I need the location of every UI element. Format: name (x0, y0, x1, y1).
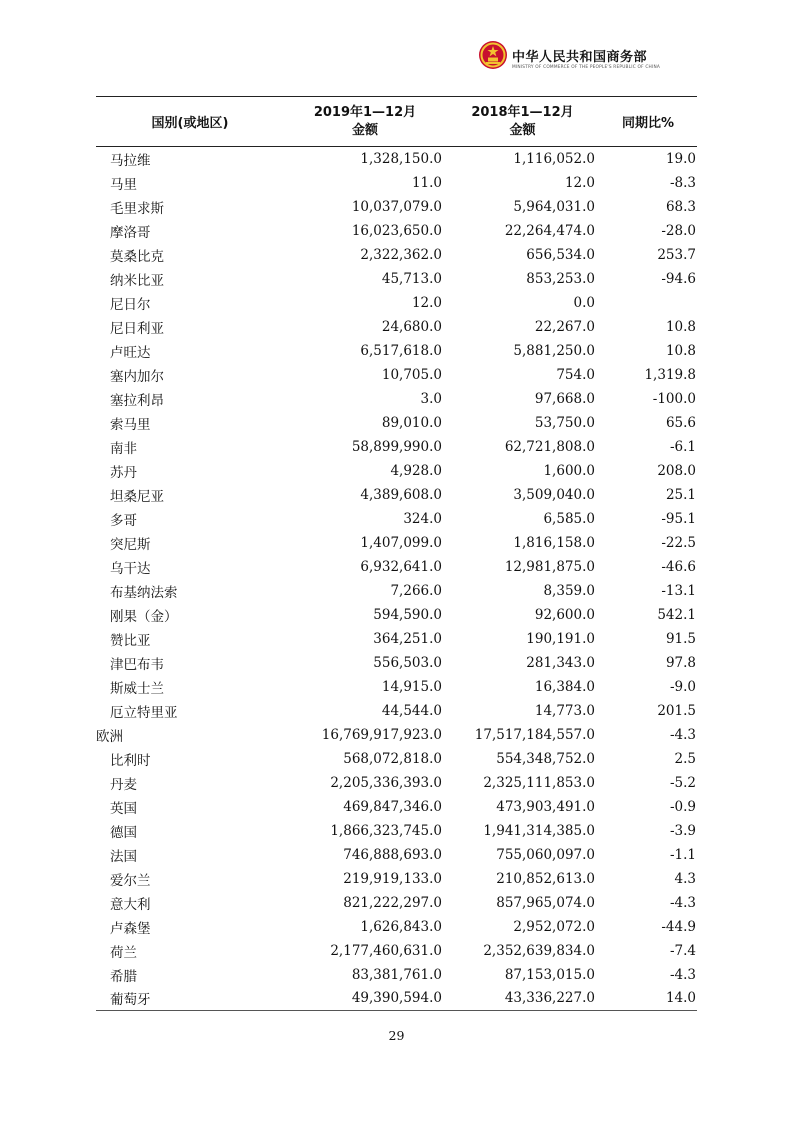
country-name-cell: 比利时 (110, 752, 151, 769)
table-row (96, 267, 697, 291)
country-name-cell: 乌干达 (110, 560, 151, 577)
yoy-percent-cell: 14.0 (599, 987, 697, 1011)
table-row (96, 363, 697, 387)
table-row (96, 531, 697, 555)
value-2019-cell: 1,407,099.0 (360, 534, 442, 551)
value-2019-cell: 10,705.0 (381, 366, 442, 383)
header-2019 (284, 97, 446, 147)
country-name-cell: 刚果（金） (110, 608, 178, 625)
country-name-cell: 尼日利亚 (110, 320, 164, 337)
value-2018-cell: 190,191.0 (526, 630, 595, 647)
country-name-cell: 津巴布韦 (110, 656, 164, 673)
country-name-cell: 葡萄牙 (96, 987, 284, 1011)
value-2019-cell: 1,626,843.0 (360, 918, 442, 935)
country-name-cell: 卢森堡 (110, 920, 151, 937)
table-row (96, 747, 697, 771)
value-2018-cell: 14,773.0 (534, 702, 595, 719)
table-row (96, 843, 697, 867)
yoy-percent-cell: 2.5 (674, 750, 696, 767)
value-2019-cell: 364,251.0 (373, 630, 442, 647)
yoy-percent-cell: -0.9 (669, 798, 696, 815)
country-name-cell: 纳米比亚 (110, 272, 164, 289)
value-2019-cell: 594,590.0 (373, 606, 442, 623)
value-2018-cell: 1,941,314,385.0 (483, 822, 595, 839)
country-name-cell: 德国 (110, 824, 137, 841)
value-2018-cell: 755,060,097.0 (496, 846, 595, 863)
value-2019-cell: 12.0 (411, 294, 442, 311)
country-name-cell: 塞拉利昂 (110, 392, 164, 409)
value-2019-cell: 44,544.0 (381, 702, 442, 719)
table-row (96, 699, 697, 723)
yoy-percent-cell: -1.1 (669, 846, 696, 863)
value-2019-cell: 14,915.0 (381, 678, 442, 695)
value-2019-cell: 4,928.0 (390, 462, 442, 479)
table-row (96, 963, 697, 987)
table-row (96, 291, 697, 315)
table-body (96, 147, 697, 1011)
table-row (96, 723, 697, 747)
yoy-percent-cell: 208.0 (657, 462, 696, 479)
value-2018-cell: 12,981,875.0 (504, 558, 595, 575)
table-row (96, 219, 697, 243)
country-name-cell: 坦桑尼亚 (110, 488, 164, 505)
value-2018-cell: 53,750.0 (534, 414, 595, 431)
table-row (96, 147, 697, 171)
country-name-cell: 苏丹 (110, 464, 137, 481)
yoy-percent-cell: -4.3 (669, 966, 696, 983)
yoy-percent-cell: -22.5 (661, 534, 696, 551)
country-name-cell: 意大利 (110, 896, 151, 913)
table-row (96, 819, 697, 843)
yoy-percent-cell: 68.3 (665, 198, 696, 215)
yoy-percent-cell: 97.8 (665, 654, 696, 671)
ministry-name-cn: 中华人民共和国商务部 (512, 50, 648, 65)
table-row (96, 795, 697, 819)
value-2018-cell: 5,964,031.0 (513, 198, 595, 215)
value-2019-cell: 746,888,693.0 (343, 846, 442, 863)
value-2018-cell: 1,600.0 (543, 462, 595, 479)
value-2019-cell: 2,177,460,631.0 (330, 942, 442, 959)
table-row (96, 627, 697, 651)
value-2019-cell: 16,769,917,923.0 (321, 726, 442, 743)
value-2019-cell: 11.0 (411, 174, 442, 191)
yoy-percent-cell: 19.0 (665, 150, 696, 167)
value-2018-cell: 1,116,052.0 (513, 150, 595, 167)
value-2019-cell: 3.0 (420, 390, 442, 407)
value-2019-cell: 4,389,608.0 (360, 486, 442, 503)
value-2018-cell: 17,517,184,557.0 (474, 726, 595, 743)
country-name-cell: 希腊 (110, 968, 137, 985)
value-2018-cell: 92,600.0 (534, 606, 595, 623)
header-2018-period: 2018年1—12月 (471, 104, 574, 120)
yoy-percent-cell: 4.3 (674, 870, 696, 887)
national-emblem-icon (478, 40, 508, 70)
yoy-percent-cell: -5.2 (669, 774, 696, 791)
value-2019-cell: 7,266.0 (390, 582, 442, 599)
value-2018-cell: 857,965,074.0 (496, 894, 595, 911)
yoy-percent-cell: 201.5 (657, 702, 696, 719)
table-row (96, 507, 697, 531)
value-2019-cell: 83,381,761.0 (351, 966, 442, 983)
value-2019-cell: 469,847,346.0 (343, 798, 442, 815)
value-2018-cell: 16,384.0 (534, 678, 595, 695)
yoy-percent-cell: -9.0 (669, 678, 696, 695)
table-row (96, 387, 697, 411)
table-row (96, 435, 697, 459)
trade-table (96, 96, 697, 1011)
country-name-cell: 马拉维 (110, 152, 151, 169)
value-2019-cell: 1,866,323,745.0 (330, 822, 442, 839)
page-number: 29 (388, 1028, 405, 1043)
value-2018-cell: 5,881,250.0 (513, 342, 595, 359)
value-2018-cell: 1,816,158.0 (513, 534, 595, 551)
table-row (96, 459, 697, 483)
country-name-cell: 布基纳法索 (110, 584, 178, 601)
value-2018-cell: 473,903,491.0 (496, 798, 595, 815)
yoy-percent-cell: -100.0 (652, 390, 696, 407)
header-2018 (446, 97, 599, 147)
value-2019-cell: 568,072,818.0 (343, 750, 442, 767)
value-2018-cell: 62,721,808.0 (504, 438, 595, 455)
value-2019-cell: 16,023,650.0 (351, 222, 442, 239)
yoy-percent-cell: -8.3 (669, 174, 696, 191)
table-row (96, 771, 697, 795)
table-row (96, 579, 697, 603)
table-row (96, 411, 697, 435)
table-row (96, 195, 697, 219)
country-name-cell: 塞内加尔 (110, 368, 164, 385)
value-2018-cell: 554,348,752.0 (496, 750, 595, 767)
value-2019-cell: 58,899,990.0 (351, 438, 442, 455)
yoy-percent-cell: -46.6 (661, 558, 696, 575)
yoy-percent-cell: -94.6 (661, 270, 696, 287)
value-2019-cell: 10,037,079.0 (351, 198, 442, 215)
value-2019-cell: 2,322,362.0 (360, 246, 442, 263)
table-row (96, 987, 697, 1011)
ministry-name-en: MINISTRY OF COMMERCE OF THE PEOPLE'S REPUBLIC OF CHINA (512, 65, 660, 70)
value-2018-cell: 0.0 (573, 294, 595, 311)
table-row (96, 603, 697, 627)
yoy-percent-cell: -7.4 (669, 942, 696, 959)
country-name-cell: 马里 (110, 176, 137, 193)
country-name-cell: 欧洲 (96, 728, 123, 745)
country-name-cell: 尼日尔 (110, 296, 151, 313)
header-yoy: 同期比% (599, 97, 697, 147)
table-header-row (96, 97, 697, 147)
country-name-cell: 毛里求斯 (110, 200, 164, 217)
table-row (96, 243, 697, 267)
country-name-cell: 法国 (110, 848, 137, 865)
table-row (96, 915, 697, 939)
country-name-cell: 爱尔兰 (110, 872, 151, 889)
header-2019-amount: 金额 (351, 122, 378, 138)
value-2018-cell: 22,264,474.0 (504, 222, 595, 239)
table-row (96, 867, 697, 891)
value-2018-cell: 43,336,227.0 (446, 987, 599, 1011)
value-2018-cell: 22,267.0 (534, 318, 595, 335)
value-2018-cell: 2,352,639,834.0 (483, 942, 595, 959)
value-2019-cell: 1,328,150.0 (360, 150, 442, 167)
yoy-percent-cell: -6.1 (669, 438, 696, 455)
ministry-header (478, 40, 708, 80)
value-2019-cell: 556,503.0 (373, 654, 442, 671)
yoy-percent-cell: 253.7 (657, 246, 696, 263)
value-2018-cell: 3,509,040.0 (513, 486, 595, 503)
country-name-cell: 荷兰 (110, 944, 137, 961)
yoy-percent-cell: 10.8 (665, 342, 696, 359)
country-name-cell: 厄立特里亚 (110, 704, 178, 721)
value-2018-cell: 281,343.0 (526, 654, 595, 671)
value-2018-cell: 97,668.0 (534, 390, 595, 407)
header-country: 国别(或地区) (96, 97, 284, 147)
country-name-cell: 卢旺达 (110, 344, 151, 361)
value-2018-cell: 210,852,613.0 (496, 870, 595, 887)
country-name-cell: 南非 (110, 440, 137, 457)
table-row (96, 483, 697, 507)
value-2018-cell: 12.0 (564, 174, 595, 191)
table-row (96, 315, 697, 339)
value-2019-cell: 821,222,297.0 (343, 894, 442, 911)
value-2018-cell: 2,952,072.0 (513, 918, 595, 935)
table-row (96, 891, 697, 915)
country-name-cell: 赞比亚 (110, 632, 151, 649)
yoy-percent-cell: 25.1 (665, 486, 696, 503)
value-2018-cell: 6,585.0 (543, 510, 595, 527)
country-name-cell: 多哥 (110, 512, 137, 529)
yoy-percent-cell: 91.5 (665, 630, 696, 647)
header-2019-period: 2019年1—12月 (313, 104, 417, 120)
country-name-cell: 丹麦 (110, 776, 137, 793)
yoy-percent-cell: -4.3 (669, 894, 696, 911)
value-2018-cell: 754.0 (556, 366, 595, 383)
value-2018-cell: 853,253.0 (526, 270, 595, 287)
table-row (96, 939, 697, 963)
yoy-percent-cell: -4.3 (669, 726, 696, 743)
value-2018-cell: 8,359.0 (543, 582, 595, 599)
yoy-percent-cell: -44.9 (661, 918, 696, 935)
yoy-percent-cell: 65.6 (665, 414, 696, 431)
value-2018-cell: 87,153,015.0 (504, 966, 595, 983)
value-2019-cell: 219,919,133.0 (343, 870, 442, 887)
yoy-percent-cell: -95.1 (661, 510, 696, 527)
value-2019-cell: 6,517,618.0 (360, 342, 442, 359)
value-2019-cell: 24,680.0 (381, 318, 442, 335)
yoy-percent-cell: -3.9 (669, 822, 696, 839)
country-name-cell: 索马里 (110, 416, 151, 433)
country-name-cell: 英国 (110, 800, 137, 817)
yoy-percent-cell: -13.1 (661, 582, 696, 599)
value-2018-cell: 2,325,111,853.0 (483, 774, 595, 791)
yoy-percent-cell: 542.1 (657, 606, 696, 623)
value-2019-cell: 89,010.0 (381, 414, 442, 431)
yoy-percent-cell (599, 291, 697, 315)
country-name-cell: 突尼斯 (110, 536, 151, 553)
yoy-percent-cell: 1,319.8 (644, 366, 696, 383)
yoy-percent-cell: -28.0 (661, 222, 696, 239)
value-2019-cell: 45,713.0 (381, 270, 442, 287)
header-2018-amount: 金额 (509, 122, 536, 138)
country-name-cell: 斯威士兰 (110, 680, 164, 697)
table-row (96, 339, 697, 363)
value-2019-cell: 2,205,336,393.0 (330, 774, 442, 791)
table-row (96, 555, 697, 579)
table-row (96, 171, 697, 195)
country-name-cell: 莫桑比克 (110, 248, 164, 265)
table-row (96, 675, 697, 699)
value-2018-cell: 656,534.0 (526, 246, 595, 263)
value-2019-cell: 49,390,594.0 (284, 987, 446, 1011)
country-name-cell: 摩洛哥 (110, 224, 151, 241)
value-2019-cell: 324.0 (403, 510, 442, 527)
table-row (96, 651, 697, 675)
yoy-percent-cell: 10.8 (665, 318, 696, 335)
value-2019-cell: 6,932,641.0 (360, 558, 442, 575)
